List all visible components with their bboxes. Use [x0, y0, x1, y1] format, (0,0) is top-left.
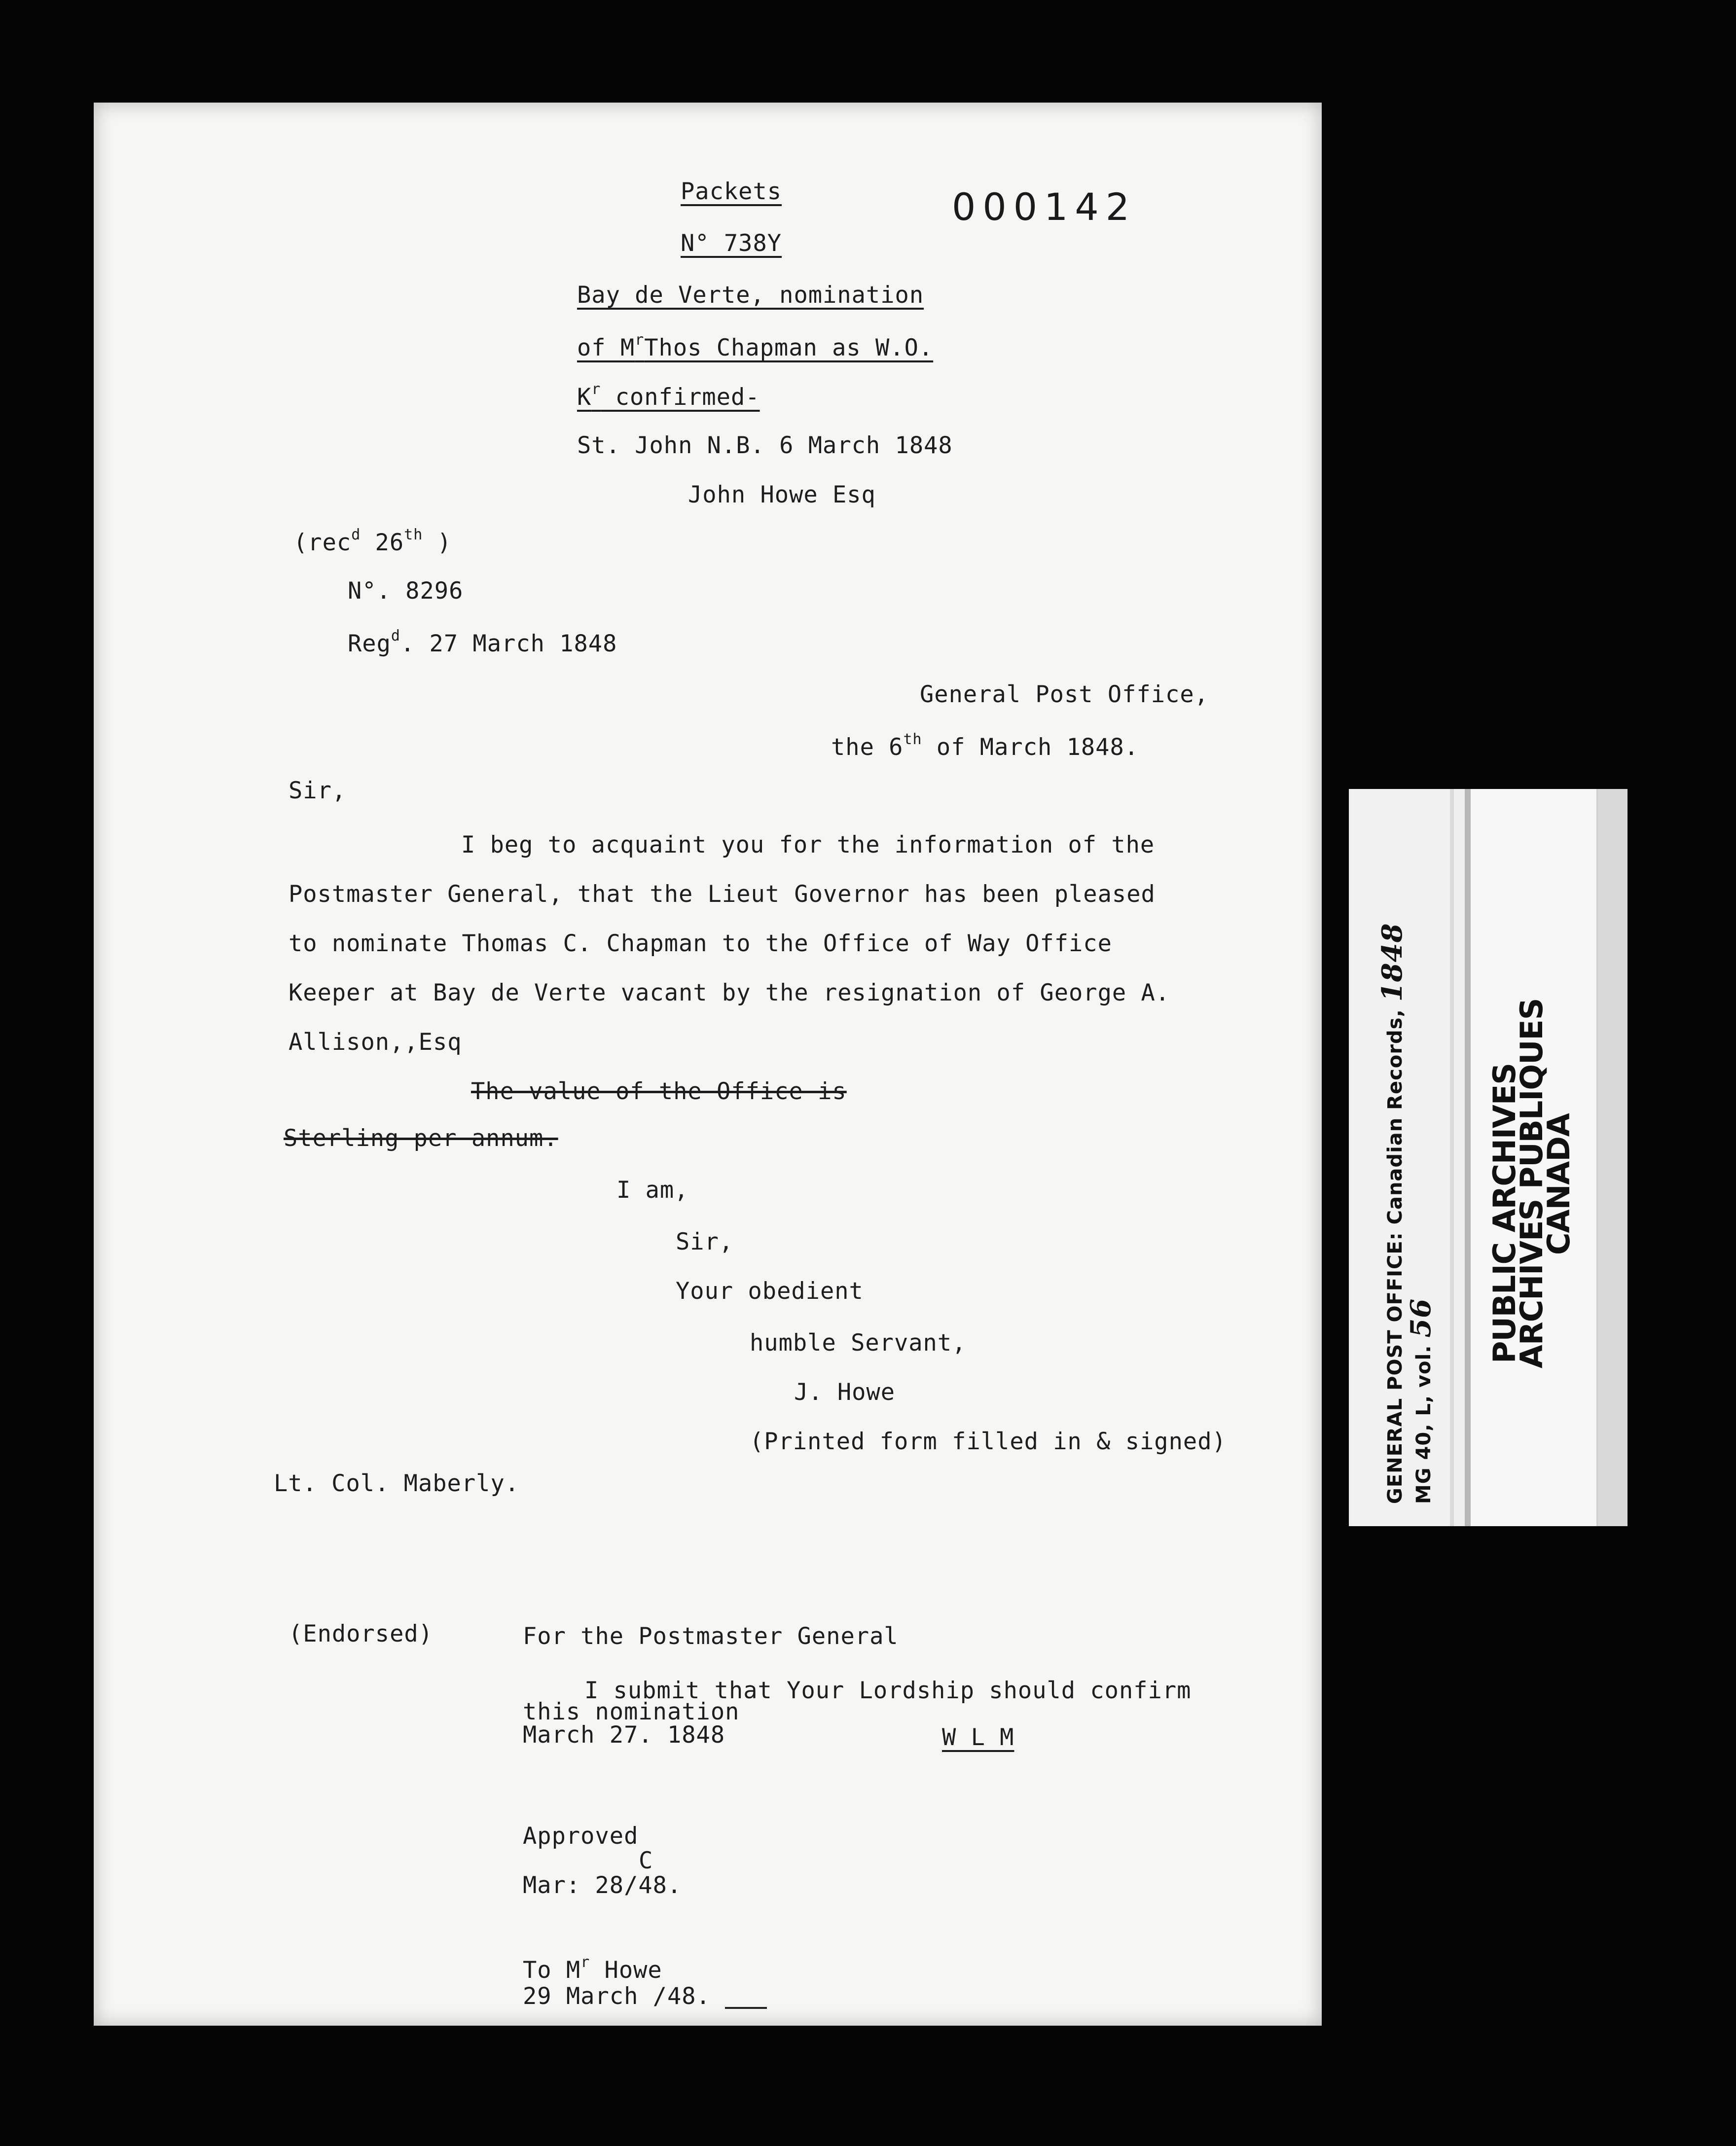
closing-2: Sir,: [676, 1228, 734, 1255]
subject-line-2: of $M^rThos$ Chapman as W.O.: [577, 331, 934, 361]
packets-heading: Packets: [681, 178, 782, 205]
letter-date: the 6th of March 1848.: [831, 731, 1139, 761]
pen-stroke: [725, 2007, 767, 2009]
received-note: (rec$^d$ 26th ): [293, 526, 452, 556]
forwarded-date: 29 March /48.: [523, 1983, 711, 2010]
closing-1: I am,: [616, 1177, 689, 1204]
frame-number: 000142: [952, 185, 1137, 229]
body-line-5: Allison,,Esq: [289, 1029, 462, 1056]
approved-initial: C: [639, 1847, 653, 1874]
sender-name: John Howe Esq: [688, 481, 876, 508]
label-edge: [1598, 789, 1628, 1526]
struck-line-1: The value of the Office is: [471, 1078, 847, 1105]
archive-stamp-line-3: CANADA: [1541, 1113, 1577, 1255]
endorsement-line-2: I submit that Your Lordship should confirm: [584, 1677, 1192, 1704]
endorsement-initials: W L M: [942, 1724, 1014, 1751]
office-heading: General Post Office,: [920, 681, 1209, 708]
archive-stamp-line-2: ARCHIVES PUBLIQUES: [1514, 998, 1550, 1368]
body-line-1: I beg to acquaint you for the information of the: [461, 831, 1155, 858]
archive-volume-line: MG 40, L, vol. 56: [1405, 1298, 1437, 1504]
body-line-3: to nominate Thomas C. Chapman to the Office of Way Office: [289, 930, 1112, 957]
registered-date: Reg$^d$. 27 March 1848: [348, 627, 617, 657]
body-line-4: Keeper at Bay de Verte vacant by the resignation of George A.: [289, 979, 1170, 1006]
approved-date: Mar: 28/48.: [523, 1872, 682, 1899]
forwarded-to: To $M^r$ Howe: [523, 1954, 662, 1984]
endorsement-date: March 27. 1848: [523, 1721, 725, 1749]
closing-4: humble Servant,: [750, 1329, 967, 1357]
place-date: St. John N.B. 6 March 1848: [577, 432, 953, 459]
closing-3: Your obedient: [676, 1278, 864, 1305]
form-note: (Printed form filled in & signed): [750, 1428, 1227, 1455]
archive-record-line: GENERAL POST OFFICE: Canadian Records, 1848: [1376, 923, 1409, 1504]
packet-number: N° 738Y: [681, 230, 782, 257]
subject-line-3: $K^r$ confirmed-: [577, 381, 760, 411]
signature: J. Howe: [794, 1379, 896, 1406]
subject-line-1: Bay de Verte, nomination: [577, 282, 924, 309]
endorsed-label: (Endorsed): [289, 1620, 433, 1647]
approved-label: Approved: [523, 1823, 639, 1850]
registry-number: N°. 8296: [348, 577, 464, 605]
body-line-2: Postmaster General, that the Lieut Governor has been pleased: [289, 881, 1156, 908]
archive-stamp-line-1: PUBLIC ARCHIVES: [1486, 1063, 1522, 1363]
addressee: Lt. Col. Maberly.: [274, 1470, 520, 1497]
endorsement-line-3: this nomination: [523, 1698, 740, 1725]
endorsement-line-1: For the Postmaster General: [523, 1623, 899, 1650]
salutation: Sir,: [289, 777, 347, 804]
struck-line-2: Sterling per annum.: [284, 1125, 558, 1152]
